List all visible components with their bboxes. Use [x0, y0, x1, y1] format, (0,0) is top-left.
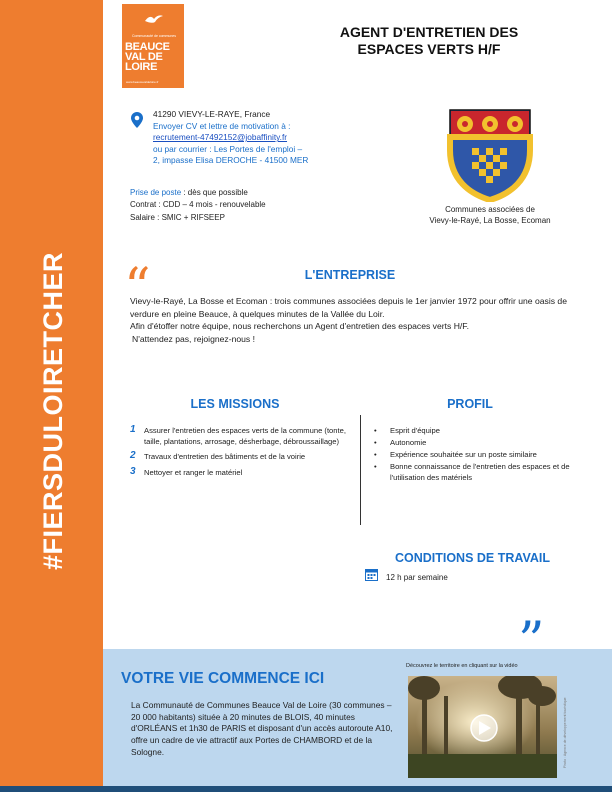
location-pin-icon — [131, 112, 143, 128]
email-link[interactable]: recrutement-47492152@jobaffinity.fr — [153, 132, 288, 143]
quote-close-icon: ” — [518, 612, 545, 672]
bottom-bar — [0, 786, 612, 792]
job-title: AGENT D'ENTRETIEN DES ESPACES VERTS H/F — [339, 24, 519, 57]
apply-text: Envoyer CV et lettre de motivation à : — [153, 120, 291, 131]
bottom-text: La Communauté de Communes Beauce Val de Loire (30 communes – 20 000 habitants) située à 20 minutes de BLOIS, 40 minutes d'ORLÉANS et 1h30 de PARIS et disposant d'un accès autoroute A10, offre un cadre de vie attractif aux Portes de CHAMBORD et de la Sologne. — [131, 700, 393, 757]
profil-item: • Expérience souhaitée sur un poste similaire — [370, 450, 570, 461]
bottom-title: VOTRE VIE COMMENCE ICI — [121, 670, 325, 687]
mission-item: 2 Travaux d'entretien des bâtiments et de la voirie — [130, 450, 306, 462]
work-hours: 12 h par semaine — [386, 573, 448, 582]
photo-credit: Photo : Agence de développement touristique — [563, 697, 567, 768]
territory-video[interactable] — [408, 676, 557, 778]
logo-name: BEAUCE VAL DE LOIRE — [125, 41, 170, 73]
mission-item: 1 Assurer l'entretien des espaces verts de la commune (tonte, taille, plantations, arrosage, désherbage, débroussaillage) — [130, 424, 346, 446]
profil-item: • Esprit d'équipe — [370, 426, 570, 437]
video-caption: Découvrez le territoire en cliquant sur la vidéo — [406, 663, 518, 669]
coat-caption: Communes associées de Vievy-le-Rayé, La Bosse, Ecoman — [429, 205, 551, 225]
profil-list — [370, 426, 570, 485]
missions-heading: LES MISSIONS — [190, 397, 280, 411]
calendar-icon — [365, 568, 378, 581]
profil-item: • Bonne connaissance de l'entretien des espaces et de l'utilisation des matériels — [370, 462, 570, 483]
mission-item: 3 Nettoyer et ranger le matériel — [130, 465, 243, 477]
contact-block — [153, 109, 383, 167]
missions-list — [130, 426, 350, 483]
salary: Salaire : SMIC + RIFSEEP — [130, 212, 225, 222]
bird-icon — [144, 12, 164, 26]
location-text: 41290 VIEVY-LE-RAYE, France — [153, 109, 271, 119]
logo-top-text: Communauté de communes — [132, 34, 176, 38]
entreprise-heading: L'ENTREPRISE — [304, 268, 396, 282]
hashtag-label: #FIERSDULOIRETCHER — [38, 251, 68, 570]
conditions-heading: CONDITIONS DE TRAVAIL — [394, 551, 551, 565]
entreprise-text: Vievy-le-Rayé, La Bosse et Ecoman : trois communes associées depuis le 1er janvier 1972 pour offrir une oasis de verdure en pleine Beauce, à quelques minutes de la Vallée du Loir. Afin d'étoffer notre équipe, nous recherchons un Agent d'entretien des espaces verts H/F. N'attendez pas, rejoignez-nous ! — [130, 296, 567, 344]
coat-of-arms-icon — [446, 108, 534, 202]
logo-url: www.beaucevaldeloire.fr — [126, 80, 159, 84]
mail-line-2: 2, impasse Elisa DEROCHE - 41500 MER — [153, 155, 309, 166]
profil-item: • Autonomie — [370, 438, 570, 449]
quote-open-icon: “ — [124, 258, 151, 318]
mail-line-1: ou par courrier : Les Portes de l'emploi – — [153, 143, 303, 154]
logo — [122, 4, 184, 88]
job-info — [130, 187, 266, 224]
column-divider — [360, 415, 361, 525]
profil-heading: PROFIL — [447, 397, 493, 411]
contract-type: Contrat : CDD – 4 mois - renouvelable — [130, 200, 266, 210]
start-date: Prise de poste : dès que possible — [130, 188, 248, 197]
